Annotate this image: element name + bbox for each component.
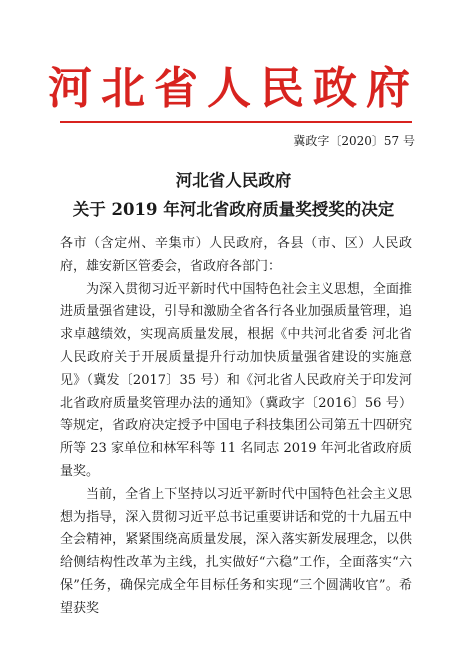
government-masthead: 河北省人民政府 — [48, 63, 419, 114]
document-body — [60, 233, 412, 621]
body-paragraph-1: 为深入贯彻习近平新时代中国特色社会主义思想，全面推进质量强省建设，引导和激励全省各行各业加强质量管理，追求卓越绩效，实现高质量发展，根据《中共河北省委 河北省人民政府关于开展质量提升行动加快质量强省建设的实施意见》（冀发〔2017〕35 号）和《河北省人民政府关于印发河北省政府质量奖管理办法的通知》（冀政字〔2016〕56 号）等规定，省政府决定授予中国电子科技集团公司第五十四研究所等 23 家单位和林军科等 11 名同志 2019 年河北省政府质量奖。 — [60, 281, 412, 479]
document-title-line2: 关于 2019 年河北省政府质量奖授奖的决定 — [72, 200, 395, 219]
document-number: 冀政字〔2020〕57 号 — [293, 134, 415, 148]
recipients-paragraph: 各市（含定州、辛集市）人民政府，各县（市、区）人民政府，雄安新区管委会，省政府各部门： — [60, 236, 412, 274]
red-separator-line — [60, 121, 412, 123]
document-title-line1: 河北省人民政府 — [175, 171, 292, 190]
body-paragraph-2: 当前，全省上下坚持以习近平新时代中国特色社会主义思想为指导，深入贯彻习近平总书记重要讲话和党的十九届五中全会精神，紧紧围绕高质量发展，深入落实新发展理念，以供给侧结构性改革为主线，扎实做好“六稳”工作，全面落实“六保”任务，确保完成全年目标任务和实现“三个圆满收官”。希望获奖 — [60, 486, 412, 616]
